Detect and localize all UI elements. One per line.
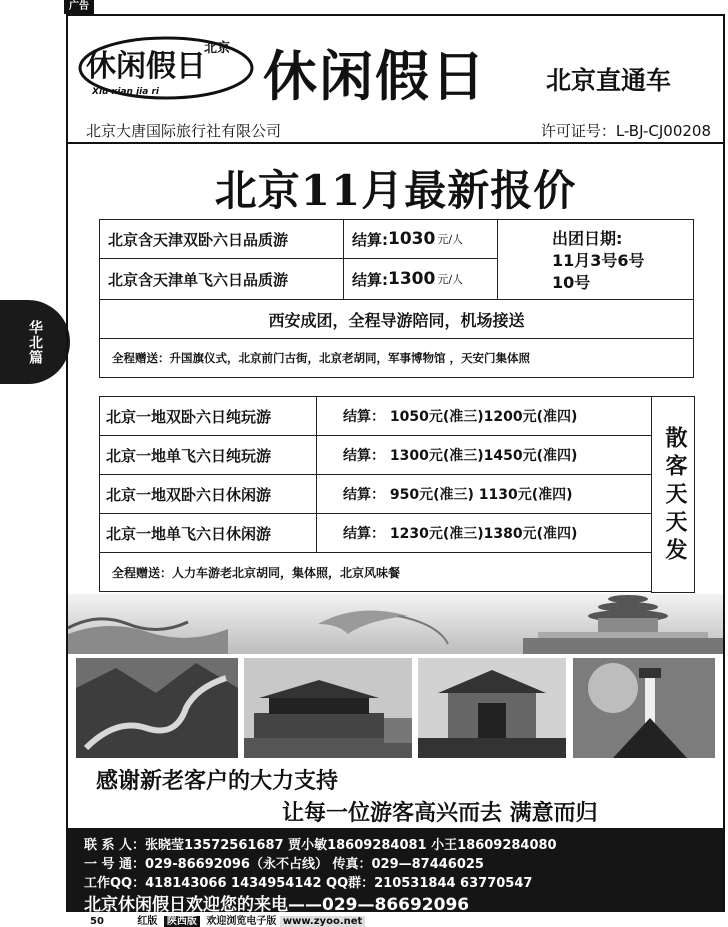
table1-notice	[99, 299, 694, 339]
edition-label: 红版	[137, 916, 158, 927]
contact-people: 联 系 人：张晓莹13572561687 贾小敏18609284081 小王18609284080	[84, 838, 557, 853]
table2-price-4	[316, 513, 652, 553]
table2-price-1	[316, 396, 652, 436]
brand-title: 休闲假日	[263, 44, 487, 108]
contact-panel	[68, 828, 723, 915]
region-side-tab: 华北篇	[0, 300, 70, 384]
table1-route-2	[99, 258, 344, 300]
price-label: 结算:	[352, 270, 388, 289]
logo-text: 休闲假日	[86, 49, 206, 84]
contact-qq: 工作QQ：418143066 1434954142 QQ群：210531844 63770547	[84, 876, 533, 891]
notice-text: 西安成团，全程导游陪同，机场接送	[268, 310, 525, 330]
header	[68, 16, 723, 144]
price-text: 结算： 1230元(准三)1380元(准四)	[343, 526, 578, 542]
region-label: 陕西版	[164, 916, 200, 927]
brand-logo	[76, 30, 256, 102]
page-footer	[90, 912, 365, 927]
thanks-line-1: 感谢新老客户的大力支持	[96, 768, 339, 794]
table1-price-1	[343, 219, 498, 259]
company-name: 北京大唐国际旅行社有限公司	[86, 122, 282, 140]
table1-gift	[99, 338, 694, 378]
price-value: 1030	[388, 229, 436, 249]
slogan-label: 欢迎浏览电子版	[206, 916, 277, 927]
table2-price-2	[316, 435, 652, 475]
contact-hotline: 北京休闲假日欢迎您的来电——029—86692096	[84, 895, 470, 915]
price-label: 结算:	[352, 230, 388, 249]
route-label: 北京一地双卧六日纯玩游	[106, 407, 272, 426]
price-unit: 元/人	[437, 233, 464, 246]
headline: 北京11月最新报价	[214, 166, 577, 215]
table1-price-2	[343, 258, 498, 300]
route-label: 北京一地单飞六日休闲游	[106, 524, 272, 543]
price-text: 结算： 1300元(准三)1450元(准四)	[343, 448, 578, 464]
daily-departure-label: 散客天天发	[662, 426, 687, 566]
route-label: 北京一地双卧六日休闲游	[106, 485, 272, 504]
tiananmen-photo	[244, 658, 412, 758]
price-text: 结算： 1050元(准三)1200元(准四)	[343, 409, 578, 425]
landmark-banner	[68, 594, 723, 654]
gift-text: 全程赠送：升国旗仪式，北京前门古街，北京老胡同，军事博物馆 ，天安门集体照	[112, 351, 530, 365]
gift-text: 全程赠送：人力车游老北京胡同，集体照，北京风味餐	[112, 565, 401, 580]
logo-city: 北京	[204, 41, 231, 56]
price-text: 结算： 950元(准三) 1130元(准四)	[343, 487, 573, 503]
brand-subtitle: 北京直通车	[546, 66, 672, 95]
depart-dates	[552, 228, 645, 294]
table2-price-3	[316, 474, 652, 514]
photo-strip	[68, 658, 723, 776]
license-number: 许可证号：L-BJ-CJ00208	[540, 122, 711, 140]
table2-route-2	[99, 435, 317, 475]
price-value: 1300	[388, 269, 436, 289]
thanks-line-2: 让每一位游客高兴而去 满意而归	[282, 800, 598, 826]
great-wall-photo	[76, 658, 238, 758]
bird-silhouette	[318, 611, 408, 634]
page-number: 50	[90, 916, 104, 927]
museum-photo	[418, 658, 566, 758]
table1-route-1	[99, 219, 344, 259]
depart-title: 出团日期:	[552, 229, 623, 248]
ad-tag: 广告	[64, 0, 94, 14]
route-label: 北京含天津单飞六日品质游	[108, 270, 289, 289]
depart-line-2: 10号	[552, 273, 591, 292]
route-label: 北京一地单飞六日纯玩游	[106, 446, 272, 465]
contact-phone-fax: 一 号 通：029-86692096（永不占线） 传真：029—87446025	[84, 857, 484, 872]
table2-route-3	[99, 474, 317, 514]
monument-photo	[573, 658, 715, 758]
table2-gift	[99, 552, 652, 592]
route-label: 北京含天津双卧六日品质游	[108, 230, 289, 249]
table2-route-1	[99, 396, 317, 436]
depart-line-1: 11月3号6号	[552, 251, 645, 270]
table2-route-4	[99, 513, 317, 553]
website-link[interactable]: www.zyoo.net	[280, 916, 365, 927]
logo-pinyin: Xiu xian jia ri	[92, 87, 159, 97]
advertisement-frame	[66, 14, 725, 915]
price-unit: 元/人	[437, 273, 464, 286]
